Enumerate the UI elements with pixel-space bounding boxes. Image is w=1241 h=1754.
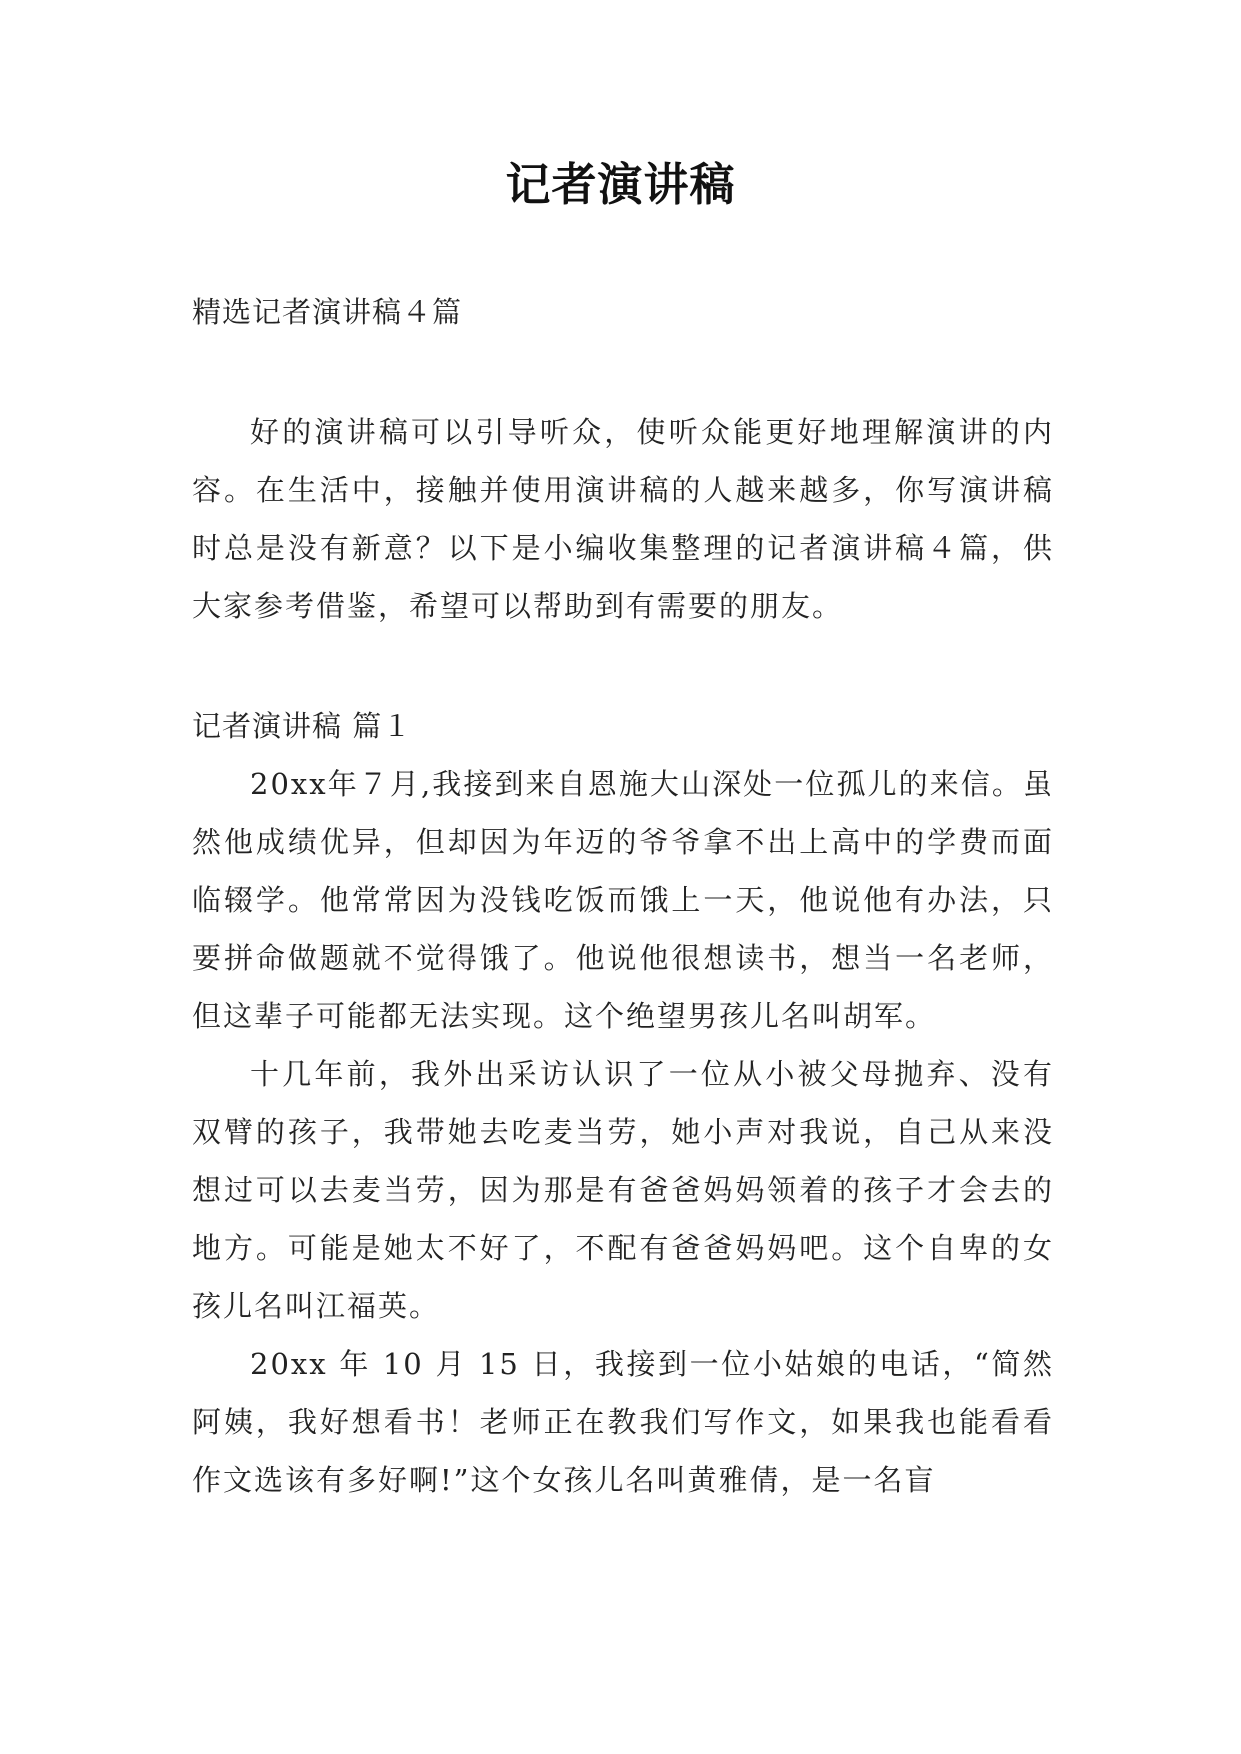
body-paragraph: 十几年前，我外出采访认识了一位从小被父母抛弃、没有双臂的孩子，我带她去吃麦当劳，她小声对我说，自己从来没想过可以去麦当劳，因为那是有爸爸妈妈领着的孩子才会去的地方。可能是她太不好了，不配有爸爸妈妈吧。这个自卑的女孩儿名叫江福英。 bbox=[192, 1057, 1054, 1323]
intro-paragraph: 好的演讲稿可以引导听众，使听众能更好地理解演讲的内容。在生活中，接触并使用演讲稿的人越来越多，你写演讲稿时总是没有新意？以下是小编收集整理的记者演讲稿４篇，供大家参考借鉴，希望可以帮助到有需要的朋友。 bbox=[192, 415, 1054, 623]
section-heading: 记者演讲稿 篇１ bbox=[192, 709, 413, 743]
document-subtitle: 精选记者演讲稿４篇 bbox=[192, 295, 463, 329]
body-paragraph: 20xx年７月,我接到来自恩施大山深处一位孤儿的来信。虽然他成绩优异，但却因为年迈的爷爷拿不出上高中的学费而面临辍学。他常常因为没钱吃饭而饿上一天，他说他有办法，只要拼命做题就不觉得饿了。他说他很想读书，想当一名老师，但这辈子可能都无法实现。这个绝望男孩儿名叫胡军。 bbox=[192, 767, 1054, 1033]
body-paragraph: 20xx 年 10 月 15 日，我接到一位小姑娘的电话，“简然阿姨，我好想看书！老师正在教我们写作文，如果我也能看看作文选该有多好啊!”这个女孩儿名叫黄雅倩，是一名盲 bbox=[192, 1347, 1054, 1497]
document-body bbox=[192, 283, 1054, 1509]
document-title: 记者演讲稿 bbox=[505, 158, 736, 211]
